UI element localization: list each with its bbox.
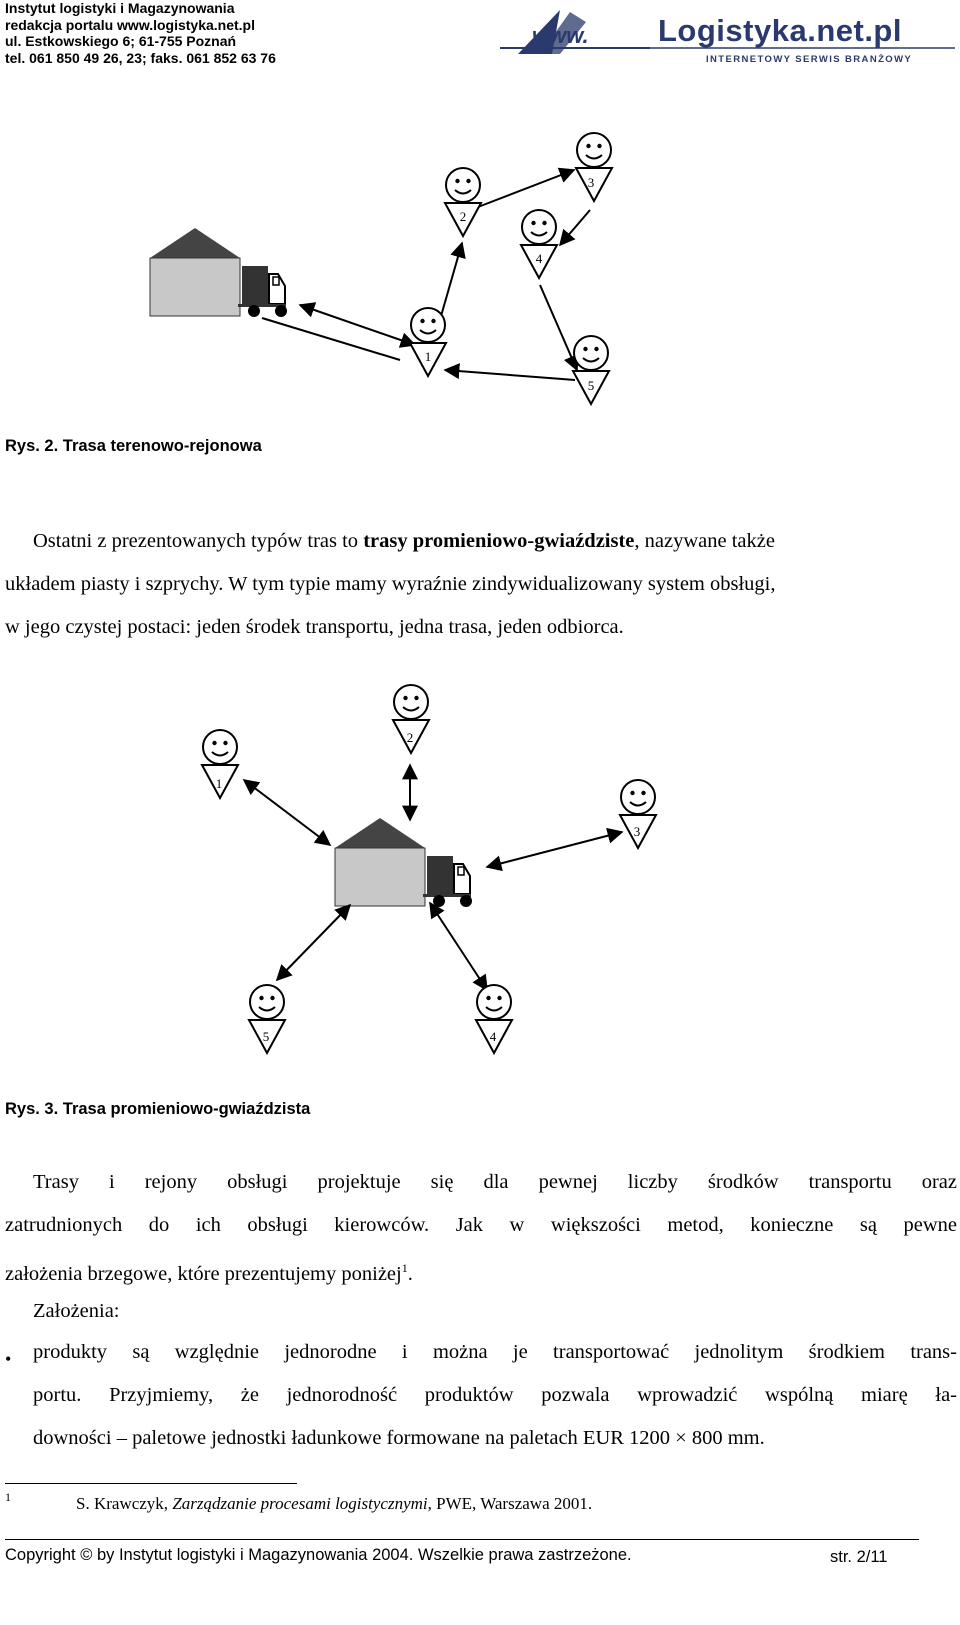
institute-name: Instytut logistyki i Magazynowania bbox=[5, 0, 235, 16]
p2-line3-end: . bbox=[407, 1262, 413, 1285]
p1-line1-b: , nazywane także bbox=[634, 530, 775, 552]
footer-copyright: Copyright © by Instytut logistyki i Magazynowania 2004. Wszelkie prawa zastrzeżone. bbox=[5, 1546, 632, 1564]
node-label-3: 3 bbox=[587, 175, 595, 190]
p1-line1-a: Ostatni z prezentowanych typów tras to bbox=[33, 530, 364, 552]
p2-line2: zatrudnionych do ich obsługi kierowców. Jak w większości metod, konieczne są pewne bbox=[5, 1214, 957, 1236]
footnote-ref: 1 bbox=[401, 1261, 408, 1275]
p2-line3: założenia brzegowe, które prezentujemy poniżej bbox=[5, 1262, 402, 1285]
footnote-text bbox=[76, 1494, 592, 1514]
node-label-4: 4 bbox=[535, 251, 543, 266]
phone-fax: tel. 061 850 49 26, 23; faks. 061 852 63 76 bbox=[5, 49, 276, 66]
spoke-label-2: 2 bbox=[406, 730, 414, 745]
p1-line2: układem piasty i szprychy. W tym typie mamy wyraźnie zindywidualizowany system obsługi, bbox=[5, 573, 776, 595]
paragraph-2 bbox=[5, 1161, 957, 1333]
logo-tagline: INTERNETOWY SERWIS BRANŻOWY bbox=[706, 54, 913, 65]
footnote-marker: 1 bbox=[5, 1490, 11, 1504]
logo-www: www. bbox=[532, 23, 589, 48]
p1-line3: w jego czystej postaci: jeden środek transportu, jedna trasa, jeden odbiorca. bbox=[5, 616, 624, 638]
bullet-line1: produkty są względnie jednorodne i można je transportować jednolitym środkiem trans- bbox=[33, 1341, 957, 1363]
spoke-label-5: 5 bbox=[262, 1029, 270, 1044]
spoke-label-3: 3 bbox=[633, 824, 641, 839]
node-label-5: 5 bbox=[587, 378, 595, 393]
street-address: ul. Estkowskiego 6; 61-755 Poznań bbox=[5, 33, 237, 49]
bullet-icon: • bbox=[5, 1349, 12, 1369]
figure-caption-1: Rys. 2. Trasa terenowo-rejonowa bbox=[5, 437, 262, 455]
spoke-label-1: 1 bbox=[215, 776, 223, 791]
editorial-line: redakcja portalu www.logistyka.net.pl bbox=[5, 16, 255, 33]
node-label-2: 2 bbox=[459, 209, 467, 224]
spoke-label-4: 4 bbox=[489, 1029, 497, 1044]
logo-name: Logistyka.net.pl bbox=[658, 13, 902, 48]
node-label-1: 1 bbox=[424, 349, 432, 364]
assumption-bullet bbox=[33, 1331, 957, 1460]
bullet-line2: portu. Przyjmiemy, że jednorodność produktów pozwala wprowadzić wspólną miarę ła- bbox=[33, 1384, 957, 1406]
bullet-line3: downości – paletowe jednostki ładunkowe formowane na paletach EUR 1200 × 800 mm. bbox=[33, 1427, 765, 1449]
assumptions-heading: Założenia: bbox=[33, 1300, 120, 1322]
page-number: str. 2/11 bbox=[830, 1548, 888, 1566]
footnote-title: Zarządzanie procesami logistycznymi bbox=[172, 1494, 428, 1513]
figure-caption-2: Rys. 3. Trasa promieniowo-gwiaździsta bbox=[5, 1100, 311, 1118]
footnote-author: S. Krawczyk, bbox=[76, 1494, 173, 1513]
p1-line1-bold: trasy promieniowo-gwiaździste bbox=[363, 530, 635, 552]
footnote-separator bbox=[5, 1483, 297, 1484]
footnote-publisher: , PWE, Warszawa 2001. bbox=[427, 1494, 593, 1513]
p2-line1: Trasy i rejony obsługi projektuje się dla pewnej liczby środków transportu oraz bbox=[33, 1171, 957, 1193]
hub-depot-icon bbox=[335, 818, 472, 907]
footer-rule bbox=[5, 1539, 919, 1540]
